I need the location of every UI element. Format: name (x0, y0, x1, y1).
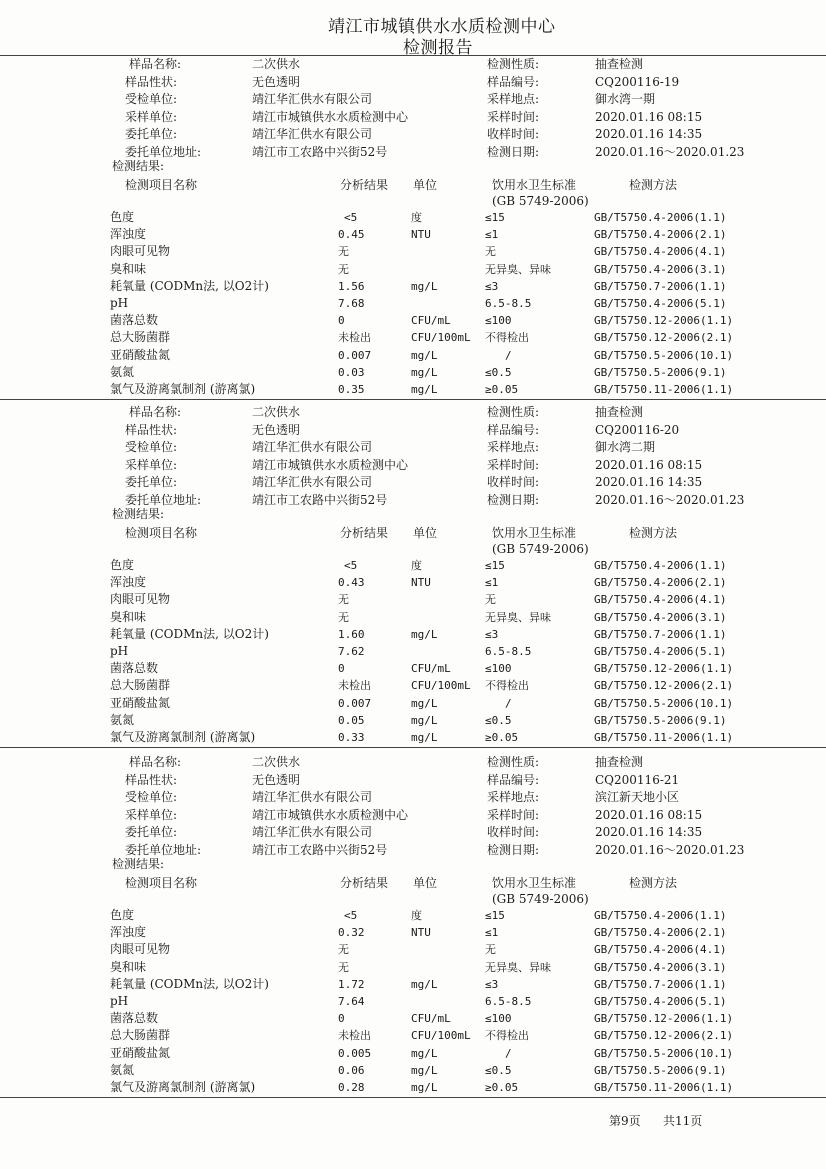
header-unit: 单位 (413, 876, 438, 890)
label-sample-no: 样品编号: (487, 422, 540, 437)
result-value: 无 (338, 960, 349, 974)
value-sample-no: CQ200116-19 (595, 74, 680, 89)
item-name: pH (110, 644, 129, 658)
value-sampling-time: 2020.01.16 08:15 (595, 109, 703, 124)
item-name: 肉眼可见物 (110, 244, 171, 259)
method-value: GB/T5750.4-2006(1.1) (594, 211, 727, 224)
result-value: 1.72 (338, 977, 365, 991)
value-receive-time: 2020.01.16 14:35 (595, 475, 703, 489)
item-name: 亚硝酸盐氮 (110, 695, 171, 710)
item-name: 浑浊度 (110, 925, 147, 940)
label-sampling-time: 采样时间: (487, 109, 540, 124)
label-client-unit: 委托单位: (125, 127, 178, 141)
standard-value: ≤0.5 (485, 713, 512, 727)
value-sample-nature: 无色透明 (252, 422, 301, 437)
result-value: 1.56 (338, 279, 365, 293)
value-sampling-unit: 靖江市城镇供水水质检测中心 (252, 109, 409, 124)
method-value: GB/T5750.7-2006(1.1) (594, 279, 727, 293)
title-rule (0, 55, 826, 56)
item-name: 总大肠菌群 (110, 330, 171, 345)
value-sample-name: 二次供水 (252, 405, 301, 419)
value-client-address: 靖江市工农路中兴街52号 (252, 492, 388, 507)
unit-value: CFU/100mL (411, 1029, 471, 1043)
result-value: 0.03 (338, 365, 365, 379)
method-value: GB/T5750.4-2006(4.1) (594, 943, 727, 957)
unit-value: NTU (411, 228, 431, 242)
method-value: GB/T5750.11-2006(1.1) (594, 731, 734, 744)
result-value: 7.68 (338, 297, 365, 310)
label-sample-name: 样品名称: (129, 755, 182, 769)
unit-value: NTU (411, 926, 431, 940)
label-test-nature: 检测性质: (487, 405, 540, 419)
label-sampling-unit: 采样单位: (125, 807, 178, 822)
result-value: 0 (338, 1012, 345, 1026)
value-client-address: 靖江市工农路中兴街52号 (252, 144, 388, 159)
item-name: 耗氧量 (CODMn法, 以O2计) (110, 278, 269, 293)
label-receive-time: 收样时间: (487, 475, 540, 489)
standard-value: 不得检出 (485, 679, 529, 693)
item-name: 浑浊度 (110, 227, 147, 242)
item-name: 总大肠菌群 (110, 678, 171, 693)
value-sampling-site: 御水湾二期 (595, 440, 656, 454)
section-rule (0, 399, 826, 400)
result-value: 0.007 (338, 348, 372, 362)
value-sample-name: 二次供水 (252, 57, 301, 71)
value-inspected-unit: 靖江华汇供水有限公司 (252, 92, 373, 106)
label-inspected-unit: 受检单位: (125, 92, 178, 106)
standard-value: ≤100 (485, 314, 512, 328)
header-unit: 单位 (413, 526, 438, 540)
unit-value: 度 (411, 909, 422, 922)
method-value: GB/T5750.4-2006(4.1) (594, 245, 727, 259)
header-standard: 饮用水卫生标准 (492, 178, 577, 192)
value-test-date: 2020.01.16～2020.01.23 (595, 492, 745, 507)
standard-value: / (505, 1046, 512, 1060)
label-sampling-time: 采样时间: (487, 807, 540, 822)
label-sampling-site: 采样地点: (487, 440, 540, 454)
unit-value: 度 (411, 559, 422, 572)
result-value: 0.06 (338, 1063, 365, 1077)
item-name: 菌落总数 (110, 313, 159, 328)
label-sample-no: 样品编号: (487, 772, 540, 787)
value-sample-nature: 无色透明 (252, 74, 301, 89)
standard-value: ≤3 (485, 627, 499, 641)
item-name: 氨氮 (110, 364, 135, 379)
section-rule (0, 1097, 826, 1098)
center-title: 靖江市城镇供水水质检测中心 (328, 17, 556, 37)
standard-value: ≤0.5 (485, 1063, 512, 1077)
standard-value: ≤0.5 (485, 365, 512, 379)
label-sampling-site: 采样地点: (487, 92, 540, 106)
standard-value: ≥0.05 (485, 383, 519, 396)
label-client-address: 委托单位地址: (125, 492, 202, 507)
result-value: 0 (338, 314, 345, 328)
label-sample-nature: 样品性状: (125, 772, 178, 787)
label-sampling-unit: 采样单位: (125, 109, 178, 124)
results-label: 检测结果: (112, 159, 165, 173)
unit-value: CFU/100mL (411, 679, 471, 693)
item-name: 菌落总数 (110, 661, 159, 676)
standard-value: / (505, 348, 512, 362)
results-label: 检测结果: (112, 507, 165, 521)
method-value: GB/T5750.12-2006(2.1) (594, 331, 734, 345)
item-name: 氨氮 (110, 1062, 135, 1077)
item-name: 菌落总数 (110, 1011, 159, 1026)
result-value: 未检出 (338, 679, 371, 693)
standard-value: 无 (485, 943, 496, 957)
standard-value: / (505, 696, 512, 710)
result-value: 无 (338, 593, 349, 607)
unit-value: mg/L (411, 279, 438, 293)
item-name: 亚硝酸盐氮 (110, 347, 171, 362)
label-client-address: 委托单位地址: (125, 144, 202, 159)
result-value: 0.43 (338, 576, 365, 590)
result-value: 无 (338, 245, 349, 259)
unit-value: mg/L (411, 1081, 438, 1094)
unit-value: CFU/100mL (411, 331, 471, 345)
method-value: GB/T5750.4-2006(1.1) (594, 909, 727, 922)
item-name: 氯气及游离氯制剂 (游离氯) (110, 730, 256, 744)
result-value: 7.64 (338, 995, 365, 1008)
result-value: <5 (344, 909, 358, 922)
label-sample-nature: 样品性状: (125, 422, 178, 437)
result-value: 无 (338, 610, 349, 624)
header-item: 检测项目名称 (125, 876, 198, 890)
header-standard: 饮用水卫生标准 (492, 526, 577, 540)
standard-value: ≤1 (485, 576, 499, 590)
method-value: GB/T5750.11-2006(1.1) (594, 1081, 734, 1094)
value-sampling-unit: 靖江市城镇供水水质检测中心 (252, 457, 409, 472)
standard-value: 无异臭、异味 (485, 262, 551, 276)
method-value: GB/T5750.5-2006(10.1) (594, 696, 734, 710)
header-standard-code: (GB 5749-2006) (492, 194, 589, 208)
unit-value: mg/L (411, 696, 438, 710)
header-item: 检测项目名称 (125, 178, 198, 192)
result-value: 未检出 (338, 331, 371, 345)
value-receive-time: 2020.01.16 14:35 (595, 127, 703, 141)
value-test-nature: 抽查检测 (595, 755, 644, 769)
method-value: GB/T5750.7-2006(1.1) (594, 627, 727, 641)
unit-value: mg/L (411, 383, 438, 396)
standard-value: 不得检出 (485, 1029, 529, 1043)
page-number: 第9页 (609, 1114, 641, 1128)
value-test-nature: 抽查检测 (595, 405, 644, 419)
result-value: 无 (338, 943, 349, 957)
value-sample-no: CQ200116-21 (595, 772, 680, 787)
section-rule (0, 747, 826, 748)
value-client-address: 靖江市工农路中兴街52号 (252, 842, 388, 857)
standard-value: 无 (485, 245, 496, 259)
item-name: 总大肠菌群 (110, 1028, 171, 1043)
method-value: GB/T5750.7-2006(1.1) (594, 977, 727, 991)
label-test-date: 检测日期: (487, 842, 540, 857)
method-value: GB/T5750.4-2006(2.1) (594, 926, 727, 940)
header-method: 检测方法 (629, 876, 678, 890)
item-name: 氯气及游离氯制剂 (游离氯) (110, 382, 256, 396)
header-method: 检测方法 (629, 178, 678, 192)
result-value: 无 (338, 262, 349, 276)
label-sampling-site: 采样地点: (487, 790, 540, 804)
value-inspected-unit: 靖江华汇供水有限公司 (252, 440, 373, 454)
standard-value: ≤15 (485, 909, 505, 922)
unit-value: mg/L (411, 348, 438, 362)
standard-value: ≥0.05 (485, 1081, 519, 1094)
method-value: GB/T5750.4-2006(5.1) (594, 297, 727, 310)
page-total: 共11页 (663, 1114, 703, 1128)
header-unit: 单位 (413, 178, 438, 192)
item-name: pH (110, 994, 129, 1008)
result-value: 0.35 (338, 383, 365, 396)
value-sampling-site: 御水湾一期 (595, 92, 656, 106)
method-value: GB/T5750.4-2006(2.1) (594, 228, 727, 242)
result-value: 0 (338, 662, 345, 676)
report-title: 检测报告 (403, 38, 473, 58)
label-client-unit: 委托单位: (125, 475, 178, 489)
label-client-unit: 委托单位: (125, 825, 178, 839)
method-value: GB/T5750.4-2006(3.1) (594, 610, 727, 624)
result-value: 0.45 (338, 228, 365, 242)
unit-value: mg/L (411, 713, 438, 727)
label-sample-no: 样品编号: (487, 74, 540, 89)
label-client-address: 委托单位地址: (125, 842, 202, 857)
method-value: GB/T5750.5-2006(9.1) (594, 1063, 727, 1077)
item-name: 氨氮 (110, 712, 135, 727)
standard-value: ≥0.05 (485, 731, 519, 744)
value-sampling-time: 2020.01.16 08:15 (595, 807, 703, 822)
method-value: GB/T5750.4-2006(5.1) (594, 645, 727, 658)
label-test-date: 检测日期: (487, 144, 540, 159)
value-sample-name: 二次供水 (252, 755, 301, 769)
item-name: 色度 (110, 558, 135, 572)
item-name: 亚硝酸盐氮 (110, 1045, 171, 1060)
standard-value: 不得检出 (485, 331, 529, 345)
header-item: 检测项目名称 (125, 526, 198, 540)
header-method: 检测方法 (629, 526, 678, 540)
method-value: GB/T5750.4-2006(4.1) (594, 593, 727, 607)
result-value: <5 (344, 559, 358, 572)
unit-value: CFU/mL (411, 314, 451, 328)
item-name: 臭和味 (110, 261, 147, 276)
method-value: GB/T5750.4-2006(3.1) (594, 960, 727, 974)
label-test-date: 检测日期: (487, 492, 540, 507)
result-value: 0.33 (338, 731, 365, 744)
item-name: 氯气及游离氯制剂 (游离氯) (110, 1080, 256, 1094)
standard-value: ≤15 (485, 559, 505, 572)
unit-value: CFU/mL (411, 662, 451, 676)
result-value: 7.62 (338, 645, 365, 658)
value-test-date: 2020.01.16～2020.01.23 (595, 842, 745, 857)
method-value: GB/T5750.4-2006(2.1) (594, 576, 727, 590)
method-value: GB/T5750.5-2006(10.1) (594, 1046, 734, 1060)
item-name: 浑浊度 (110, 575, 147, 590)
header-result: 分析结果 (340, 876, 389, 890)
label-test-nature: 检测性质: (487, 57, 540, 71)
unit-value: mg/L (411, 1046, 438, 1060)
standard-value: ≤100 (485, 1012, 512, 1026)
header-standard: 饮用水卫生标准 (492, 876, 577, 890)
standard-value: 6.5-8.5 (485, 645, 532, 658)
label-sampling-time: 采样时间: (487, 457, 540, 472)
result-value: 1.60 (338, 627, 365, 641)
value-receive-time: 2020.01.16 14:35 (595, 825, 703, 839)
header-standard-code: (GB 5749-2006) (492, 542, 589, 556)
standard-value: ≤100 (485, 662, 512, 676)
value-sample-no: CQ200116-20 (595, 422, 680, 437)
value-inspected-unit: 靖江华汇供水有限公司 (252, 790, 373, 804)
value-client-unit: 靖江华汇供水有限公司 (252, 475, 373, 489)
item-name: 色度 (110, 908, 135, 922)
value-client-unit: 靖江华汇供水有限公司 (252, 127, 373, 141)
results-label: 检测结果: (112, 857, 165, 871)
label-receive-time: 收样时间: (487, 825, 540, 839)
label-sampling-unit: 采样单位: (125, 457, 178, 472)
item-name: 臭和味 (110, 959, 147, 974)
label-test-nature: 检测性质: (487, 755, 540, 769)
method-value: GB/T5750.5-2006(10.1) (594, 348, 734, 362)
standard-value: ≤3 (485, 279, 499, 293)
method-value: GB/T5750.12-2006(1.1) (594, 662, 734, 676)
result-value: 未检出 (338, 1029, 371, 1043)
item-name: 耗氧量 (CODMn法, 以O2计) (110, 626, 269, 641)
result-value: 0.007 (338, 696, 372, 710)
standard-value: ≤1 (485, 926, 499, 940)
item-name: 耗氧量 (CODMn法, 以O2计) (110, 976, 269, 991)
result-value: 0.005 (338, 1046, 372, 1060)
item-name: pH (110, 296, 129, 310)
header-result: 分析结果 (340, 178, 389, 192)
unit-value: mg/L (411, 977, 438, 991)
standard-value: ≤1 (485, 228, 499, 242)
method-value: GB/T5750.4-2006(5.1) (594, 995, 727, 1008)
header-result: 分析结果 (340, 526, 389, 540)
result-value: 0.32 (338, 926, 365, 940)
value-test-date: 2020.01.16～2020.01.23 (595, 144, 745, 159)
result-value: <5 (344, 211, 358, 224)
value-sampling-time: 2020.01.16 08:15 (595, 457, 703, 472)
value-test-nature: 抽查检测 (595, 57, 644, 71)
method-value: GB/T5750.4-2006(1.1) (594, 559, 727, 572)
header-standard-code: (GB 5749-2006) (492, 892, 589, 906)
item-name: 臭和味 (110, 609, 147, 624)
standard-value: ≤3 (485, 977, 499, 991)
label-inspected-unit: 受检单位: (125, 440, 178, 454)
standard-value: 6.5-8.5 (485, 995, 532, 1008)
result-value: 0.05 (338, 713, 365, 727)
method-value: GB/T5750.4-2006(3.1) (594, 262, 727, 276)
item-name: 肉眼可见物 (110, 942, 171, 957)
item-name: 色度 (110, 210, 135, 224)
method-value: GB/T5750.12-2006(1.1) (594, 1012, 734, 1026)
label-receive-time: 收样时间: (487, 127, 540, 141)
unit-value: mg/L (411, 1063, 438, 1077)
standard-value: 无 (485, 593, 496, 607)
label-inspected-unit: 受检单位: (125, 790, 178, 804)
item-name: 肉眼可见物 (110, 592, 171, 607)
value-sampling-site: 滨江新天地小区 (595, 790, 680, 804)
unit-value: NTU (411, 576, 431, 590)
method-value: GB/T5750.5-2006(9.1) (594, 713, 727, 727)
standard-value: 6.5-8.5 (485, 297, 532, 310)
method-value: GB/T5750.11-2006(1.1) (594, 383, 734, 396)
label-sample-nature: 样品性状: (125, 74, 178, 89)
standard-value: 无异臭、异味 (485, 960, 551, 974)
result-value: 0.28 (338, 1081, 365, 1094)
standard-value: 无异臭、异味 (485, 610, 551, 624)
method-value: GB/T5750.5-2006(9.1) (594, 365, 727, 379)
method-value: GB/T5750.12-2006(2.1) (594, 679, 734, 693)
unit-value: mg/L (411, 731, 438, 744)
value-sampling-unit: 靖江市城镇供水水质检测中心 (252, 807, 409, 822)
method-value: GB/T5750.12-2006(1.1) (594, 314, 734, 328)
method-value: GB/T5750.12-2006(2.1) (594, 1029, 734, 1043)
unit-value: 度 (411, 211, 422, 224)
value-sample-nature: 无色透明 (252, 772, 301, 787)
unit-value: CFU/mL (411, 1012, 451, 1026)
value-client-unit: 靖江华汇供水有限公司 (252, 825, 373, 839)
standard-value: ≤15 (485, 211, 505, 224)
unit-value: mg/L (411, 365, 438, 379)
unit-value: mg/L (411, 627, 438, 641)
label-sample-name: 样品名称: (129, 57, 182, 71)
label-sample-name: 样品名称: (129, 405, 182, 419)
